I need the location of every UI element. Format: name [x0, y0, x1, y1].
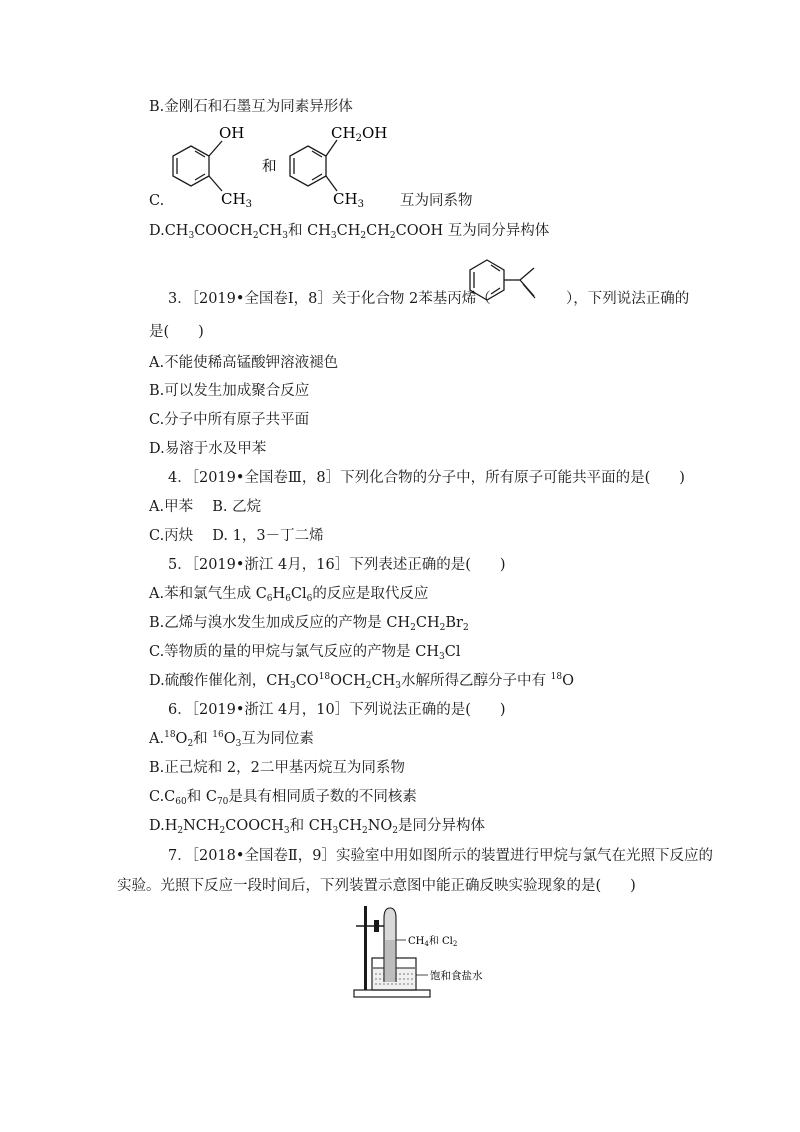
- q7-apparatus-figure: [348, 898, 518, 1004]
- q3-2-phenylpropene-structure: [462, 250, 572, 322]
- q7-stem-a: 7．［2018•全国卷Ⅱ，9］实验室中用如图所示的装置进行甲烷与氯气在光照下反应的: [168, 848, 714, 864]
- q5-option-d: D.硫酸作催化剂，$CH_3CO^{18}OCH_2CH_3$水解所得乙醇分子中有 $^{18}$O: [149, 672, 574, 691]
- ch3-label-right: $CH_3$: [333, 190, 364, 210]
- stand-rod: [364, 906, 367, 990]
- q6-option-c: $C.C_{60}$和 $C_{70}$是具有相同质子数的不同核素: [149, 789, 417, 807]
- q5-option-c: C.等物质的量的甲烷与氯气反应的产物是 $CH_3Cl$: [149, 644, 461, 662]
- q3-option-c: C.分子中所有原子共平面: [149, 412, 310, 428]
- q6-stem: 6．［2019•浙江 4月，10］下列说法正确的是( ): [168, 702, 506, 718]
- test-tube: [384, 908, 396, 982]
- q5-option-a: A.苯和氯气生成 $C_6H_6Cl_6$的反应是取代反应: [149, 586, 429, 604]
- q2-option-d: $D.CH_3COOCH_2CH_3$和 $CH_3CH_2CH_2COOH$ 互为同分异构体: [149, 223, 550, 241]
- oh-label: OH: [219, 124, 245, 142]
- stand-base: [354, 990, 430, 997]
- q5-option-b: B.乙烯与溴水发生加成反应的产物是 $CH_2CH_2Br_2$: [149, 615, 469, 633]
- q2-option-c-tail: 互为同系物: [400, 193, 473, 209]
- q7-stem-b: 实验。光照下反应一段时间后，下列装置示意图中能正确反映实验现象的是( ): [117, 878, 636, 894]
- q2-option-b: B.金刚石和石墨互为同素异形体: [149, 99, 353, 115]
- ch2oh-label: $CH_2OH$: [331, 124, 388, 144]
- gas-label: $CH_4$和 $Cl_2$: [408, 936, 458, 948]
- q3-stem-b: ），下列说法正确的: [566, 291, 690, 307]
- q3-stem-a: 3．［2019•全国卷Ⅰ，8］关于化合物 2苯基丙烯（: [168, 291, 491, 307]
- ch3-label-left: $CH_3$: [221, 190, 252, 210]
- liquid-label: 饱和食盐水: [430, 970, 483, 982]
- q6-option-b: B.正己烷和 2，2二甲基丙烷互为同系物: [149, 760, 405, 776]
- q4-options-cd: C.丙炔 D. 1，3－丁二烯: [149, 528, 324, 544]
- q3-option-d: D.易溶于水及甲苯: [149, 441, 267, 457]
- q5-stem: 5．［2019•浙江 4月，16］下列表述正确的是( ): [168, 557, 506, 573]
- q3-option-b: B.可以发生加成聚合反应: [149, 383, 310, 399]
- q4-stem: 4．［2019•全国卷Ⅲ，8］下列化合物的分子中，所有原子可能共平面的是( ): [168, 470, 685, 486]
- and-label: 和: [262, 159, 277, 175]
- q4-options-ab: A.甲苯 B. 乙烷: [149, 499, 262, 515]
- q3-stem-c: 是( ): [149, 324, 204, 340]
- q6-option-d: $D.H_2NCH_2COOCH_3$和 $CH_3CH_2NO_2$是同分异构体: [149, 818, 486, 836]
- q3-option-a: A.不能使稀高锰酸钾溶液褪色: [149, 355, 339, 371]
- benzene-ring-right: [290, 140, 337, 191]
- q6-option-a: $A.^{18}O_2$和 $^{16}O_3$互为同位素: [149, 730, 314, 749]
- q2-option-c-label: C.: [149, 193, 165, 209]
- benzene-ring-left: [173, 141, 222, 191]
